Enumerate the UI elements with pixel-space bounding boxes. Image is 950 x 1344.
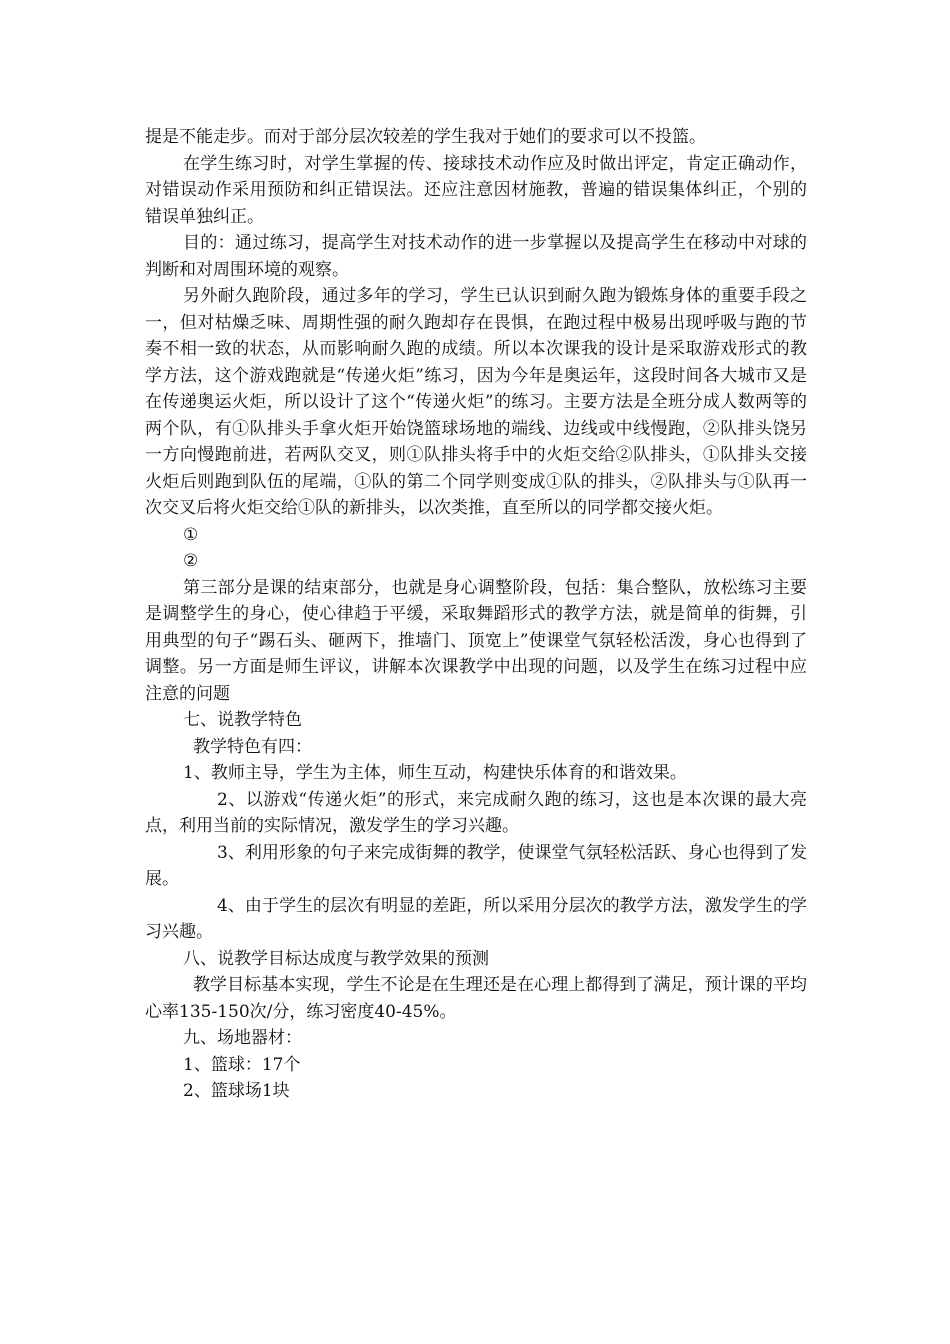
feature-item-1: 1、教师主导，学生为主体，师生互动，构建快乐体育的和谐效果。 bbox=[183, 763, 687, 783]
paragraph-continuation: 提是不能走步。而对于部分层次较差的学生我对于她们的要求可以不投篮。 bbox=[145, 127, 706, 147]
equipment-item-2: 2、篮球场1块 bbox=[183, 1081, 290, 1101]
paragraph-endurance-run: 另外耐久跑阶段，通过多年的学习，学生已认识到耐久跑为锻炼身体的重要手段之一，但对枯燥乏味、周期性强的耐久跑却存在畏惧，在跑过程中极易出现呼吸与跑的节奏不相一致的状态，从而影响耐久跑的成绩。所以本次课我的设计是采取游戏形式的教学方法，这个游戏跑就是“传递火炬”练习，因为今年是奥运年，这段时间各大城市又是在传递奥运火炬，所以设计了这个“传递火炬”的练习。主要方法是全班分成人数两等的两个队，有①队排头手拿火炬开始饶篮球场地的端线、边线或中线慢跑，②队排头饶另一方向慢跑前进，若两队交叉，则①队排头将手中的火炬交给②队排头，①队排头交接火炬后则跑到队伍的尾端，①队的第二个同学则变成①队的排头，②队排头与①队再一次交叉后将火炬交给①队的新排头，以次类推，直至所以的同学都交接火炬。 bbox=[145, 286, 807, 518]
team-marker-1: ① bbox=[183, 524, 199, 545]
paragraph-cooldown: 第三部分是课的结束部分，也就是身心调整阶段，包括：集合整队，放松练习主要是调整学生的身心，使心律趋于平缓，采取舞蹈形式的教学方法，就是简单的街舞，引用典型的句子“踢石头、砸两下，推墙门、顶宽上”使课堂气氛轻松活泼，身心也得到了调整。另一方面是师生评议，讲解本次课教学中出现的问题，以及学生在练习过程中应注意的问题 bbox=[145, 577, 807, 704]
section-heading-features: 七、说教学特色 bbox=[183, 710, 302, 730]
section-heading-equipment: 九、场地器材： bbox=[183, 1028, 302, 1048]
paragraph-practice-evaluation: 在学生练习时，对学生掌握的传、接球技术动作应及时做出评定，肯定正确动作，对错误动作采用预防和纠正错误法。还应注意因材施教，普遍的错误集体纠正，个别的错误单独纠正。 bbox=[145, 153, 807, 227]
features-intro: 教学特色有四： bbox=[193, 736, 312, 757]
paragraph-goals: 教学目标基本实现，学生不论是在生理还是在心理上都得到了满足，预计课的平均心率135-150次/分，练习密度40-45%。 bbox=[145, 975, 807, 1022]
feature-item-4: 4、由于学生的层次有明显的差距，所以采用分层次的教学方法，激发学生的学习兴趣。 bbox=[145, 895, 807, 942]
team-marker-2: ② bbox=[183, 551, 199, 571]
section-heading-goals: 八、说教学目标达成度与教学效果的预测 bbox=[183, 948, 489, 969]
feature-item-2: 2、以游戏“传递火炬”的形式，来完成耐久跑的练习，这也是本次课的最大亮点，利用当前的实际情况，激发学生的学习兴趣。 bbox=[145, 789, 807, 836]
feature-item-3: 3、利用形象的句子来完成街舞的教学，使课堂气氛轻松活跃、身心也得到了发展。 bbox=[145, 842, 807, 889]
document-page bbox=[145, 124, 807, 1105]
equipment-item-1: 1、篮球：17个 bbox=[183, 1054, 301, 1075]
paragraph-purpose: 目的：通过练习，提高学生对技术动作的进一步掌握以及提高学生在移动中对球的判断和对周围环境的观察。 bbox=[145, 233, 807, 280]
